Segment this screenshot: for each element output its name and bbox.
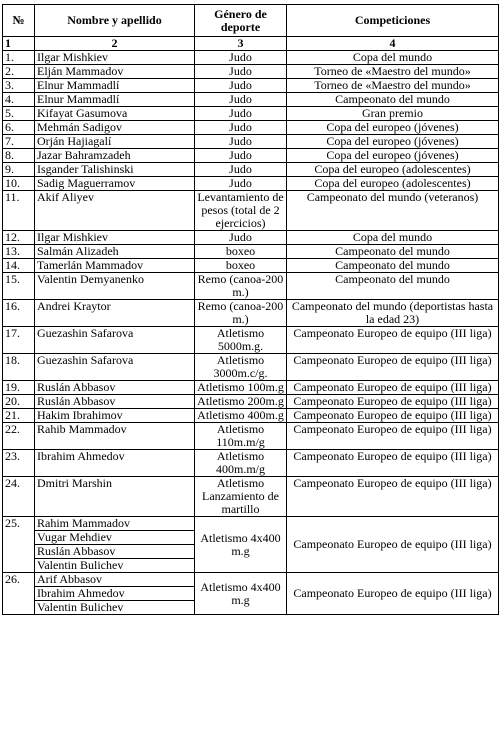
athlete-name: Valentin Bulichev xyxy=(35,601,195,615)
sport-type: Atletismo 5000m.g. xyxy=(195,327,287,354)
athlete-name: Sadig Maguerramov xyxy=(35,177,195,191)
sport-type: Remo (canoa-200 m.) xyxy=(195,300,287,327)
sport-type: boxeo xyxy=(195,245,287,259)
row-number: 18. xyxy=(3,354,35,381)
athlete-name: Valentin Bulichev xyxy=(35,559,195,573)
sport-type: Atletismo 4x400 m.g xyxy=(195,517,287,573)
athlete-name: Ilgar Mishkiev xyxy=(35,231,195,245)
table-body xyxy=(3,51,499,615)
sport-type: Atletismo 110m.m/g xyxy=(195,423,287,450)
table-row xyxy=(3,191,499,231)
table-row xyxy=(3,354,499,381)
row-number: 11. xyxy=(3,191,35,231)
row-number: 12. xyxy=(3,231,35,245)
sport-type: Judo xyxy=(195,65,287,79)
athlete-name: Kifayat Gasumova xyxy=(35,107,195,121)
competition: Copa del mundo xyxy=(287,231,499,245)
table-row xyxy=(3,51,499,65)
athlete-name: Salmán Alizadeh xyxy=(35,245,195,259)
competition: Gran premio xyxy=(287,107,499,121)
table-row xyxy=(3,450,499,477)
competition: Campeonato del mundo xyxy=(287,273,499,300)
athlete-name: Andrei Kraytor xyxy=(35,300,195,327)
sport-type: Levantamiento de pesos (total de 2 ejercicios) xyxy=(195,191,287,231)
sport-type: Judo xyxy=(195,149,287,163)
table-row xyxy=(3,381,499,395)
athlete-name: Rahib Mammadov xyxy=(35,423,195,450)
row-number: 1. xyxy=(3,51,35,65)
row-number: 3. xyxy=(3,79,35,93)
athlete-name: Ilgar Mishkiev xyxy=(35,51,195,65)
sport-type: boxeo xyxy=(195,259,287,273)
table-row xyxy=(3,327,499,354)
table-row xyxy=(3,65,499,79)
row-number: 8. xyxy=(3,149,35,163)
sport-type: Judo xyxy=(195,231,287,245)
athlete-name: Isgander Talishinski xyxy=(35,163,195,177)
column-number-row xyxy=(3,37,499,51)
athlete-name: Akif Aliyev xyxy=(35,191,195,231)
sport-type: Judo xyxy=(195,163,287,177)
competition: Campeonato del mundo xyxy=(287,245,499,259)
sport-type: Judo xyxy=(195,51,287,65)
header-competition: Competiciones xyxy=(287,5,499,37)
competition: Torneo de «Maestro del mundo» xyxy=(287,65,499,79)
sport-type: Atletismo 400m.m/g xyxy=(195,450,287,477)
row-number: 20. xyxy=(3,395,35,409)
competition: Campeonato del mundo xyxy=(287,93,499,107)
athlete-name: Elján Mammadov xyxy=(35,65,195,79)
col-number-4: 4 xyxy=(287,37,499,51)
competition: Campeonato Europeo de equipo (III liga) xyxy=(287,423,499,450)
athlete-name: Mehmán Sadigov xyxy=(35,121,195,135)
row-number: 26. xyxy=(3,573,35,615)
table-row xyxy=(3,573,499,587)
athlete-name: Ibrahim Ahmedov xyxy=(35,450,195,477)
table-row xyxy=(3,395,499,409)
competition: Campeonato Europeo de equipo (III liga) xyxy=(287,395,499,409)
row-number: 24. xyxy=(3,477,35,517)
athlete-name: Ruslán Abbasov xyxy=(35,545,195,559)
sport-type: Atletismo 400m.g xyxy=(195,409,287,423)
athlete-name: Ruslán Abbasov xyxy=(35,395,195,409)
row-number: 25. xyxy=(3,517,35,573)
header-row xyxy=(3,5,499,37)
table-row xyxy=(3,93,499,107)
competition: Copa del europeo (adolescentes) xyxy=(287,163,499,177)
sport-type: Atletismo 3000m.c/g. xyxy=(195,354,287,381)
competition: Campeonato del mundo xyxy=(287,259,499,273)
athlete-name: Valentin Demyanenko xyxy=(35,273,195,300)
row-number: 2. xyxy=(3,65,35,79)
row-number: 17. xyxy=(3,327,35,354)
row-number: 10. xyxy=(3,177,35,191)
competition: Campeonato Europeo de equipo (III liga) xyxy=(287,327,499,354)
competition: Copa del europeo (jóvenes) xyxy=(287,121,499,135)
col-number-3: 3 xyxy=(195,37,287,51)
row-number: 21. xyxy=(3,409,35,423)
table-row xyxy=(3,163,499,177)
athlete-name: Rahim Mammadov xyxy=(35,517,195,531)
competition: Copa del europeo (jóvenes) xyxy=(287,135,499,149)
athlete-name: Dmitri Marshin xyxy=(35,477,195,517)
row-number: 9. xyxy=(3,163,35,177)
sport-type: Judo xyxy=(195,121,287,135)
table-row xyxy=(3,177,499,191)
competition: Campeonato Europeo de equipo (III liga) xyxy=(287,450,499,477)
table-row xyxy=(3,409,499,423)
athlete-name: Elnur Mammadlí xyxy=(35,79,195,93)
competitions-table xyxy=(2,4,499,615)
table-row xyxy=(3,149,499,163)
sport-type: Remo (canoa-200 m.) xyxy=(195,273,287,300)
athlete-name: Jazar Bahramzadeh xyxy=(35,149,195,163)
table-row xyxy=(3,245,499,259)
header-name: Nombre y apellido xyxy=(35,5,195,37)
table-row xyxy=(3,259,499,273)
competition: Campeonato Europeo de equipo (III liga) xyxy=(287,409,499,423)
athlete-name: Ruslán Abbasov xyxy=(35,381,195,395)
competition: Campeonato Europeo de equipo (III liga) xyxy=(287,573,499,615)
sport-type: Judo xyxy=(195,135,287,149)
athlete-name: Hakim Ibrahimov xyxy=(35,409,195,423)
table-row xyxy=(3,107,499,121)
competition: Campeonato del mundo (veteranos) xyxy=(287,191,499,231)
athlete-name: Elnur Mammadlí xyxy=(35,93,195,107)
competition: Copa del europeo (jóvenes) xyxy=(287,149,499,163)
sport-type: Judo xyxy=(195,79,287,93)
athlete-name: Tamerlán Mammadov xyxy=(35,259,195,273)
competition: Torneo de «Maestro del mundo» xyxy=(287,79,499,93)
sport-type: Judo xyxy=(195,107,287,121)
athlete-name: Orján Hajiagalí xyxy=(35,135,195,149)
table-row xyxy=(3,300,499,327)
table-row xyxy=(3,517,499,531)
sport-type: Atletismo 200m.g xyxy=(195,395,287,409)
row-number: 22. xyxy=(3,423,35,450)
sport-type: Judo xyxy=(195,177,287,191)
table-row xyxy=(3,273,499,300)
sport-type: Atletismo Lanzamiento de martillo xyxy=(195,477,287,517)
row-number: 5. xyxy=(3,107,35,121)
sport-type: Atletismo 100m.g xyxy=(195,381,287,395)
competition: Campeonato Europeo de equipo (III liga) xyxy=(287,517,499,573)
table-row xyxy=(3,231,499,245)
row-number: 15. xyxy=(3,273,35,300)
athlete-name: Ibrahim Ahmedov xyxy=(35,587,195,601)
table-row xyxy=(3,135,499,149)
row-number: 19. xyxy=(3,381,35,395)
competition: Campeonato del mundo (deportistas hasta la edad 23) xyxy=(287,300,499,327)
table-row xyxy=(3,121,499,135)
athlete-name: Arif Abbasov xyxy=(35,573,195,587)
competition: Copa del europeo (adolescentes) xyxy=(287,177,499,191)
sport-type: Atletismo 4x400 m.g xyxy=(195,573,287,615)
table-row xyxy=(3,79,499,93)
row-number: 6. xyxy=(3,121,35,135)
header-sport: Género de deporte xyxy=(195,5,287,37)
row-number: 23. xyxy=(3,450,35,477)
competition: Campeonato Europeo de equipo (III liga) xyxy=(287,381,499,395)
col-number-2: 2 xyxy=(35,37,195,51)
row-number: 16. xyxy=(3,300,35,327)
table-row xyxy=(3,423,499,450)
athlete-name: Guezashin Safarova xyxy=(35,354,195,381)
row-number: 4. xyxy=(3,93,35,107)
row-number: 14. xyxy=(3,259,35,273)
athlete-name: Vugar Mehdiev xyxy=(35,531,195,545)
competition: Campeonato Europeo de equipo (III liga) xyxy=(287,477,499,517)
competition: Campeonato Europeo de equipo (III liga) xyxy=(287,354,499,381)
col-number-1: 1 xyxy=(3,37,35,51)
competition: Copa del mundo xyxy=(287,51,499,65)
athlete-name: Guezashin Safarova xyxy=(35,327,195,354)
header-num: № xyxy=(3,5,35,37)
row-number: 7. xyxy=(3,135,35,149)
row-number: 13. xyxy=(3,245,35,259)
table-row xyxy=(3,477,499,517)
sport-type: Judo xyxy=(195,93,287,107)
